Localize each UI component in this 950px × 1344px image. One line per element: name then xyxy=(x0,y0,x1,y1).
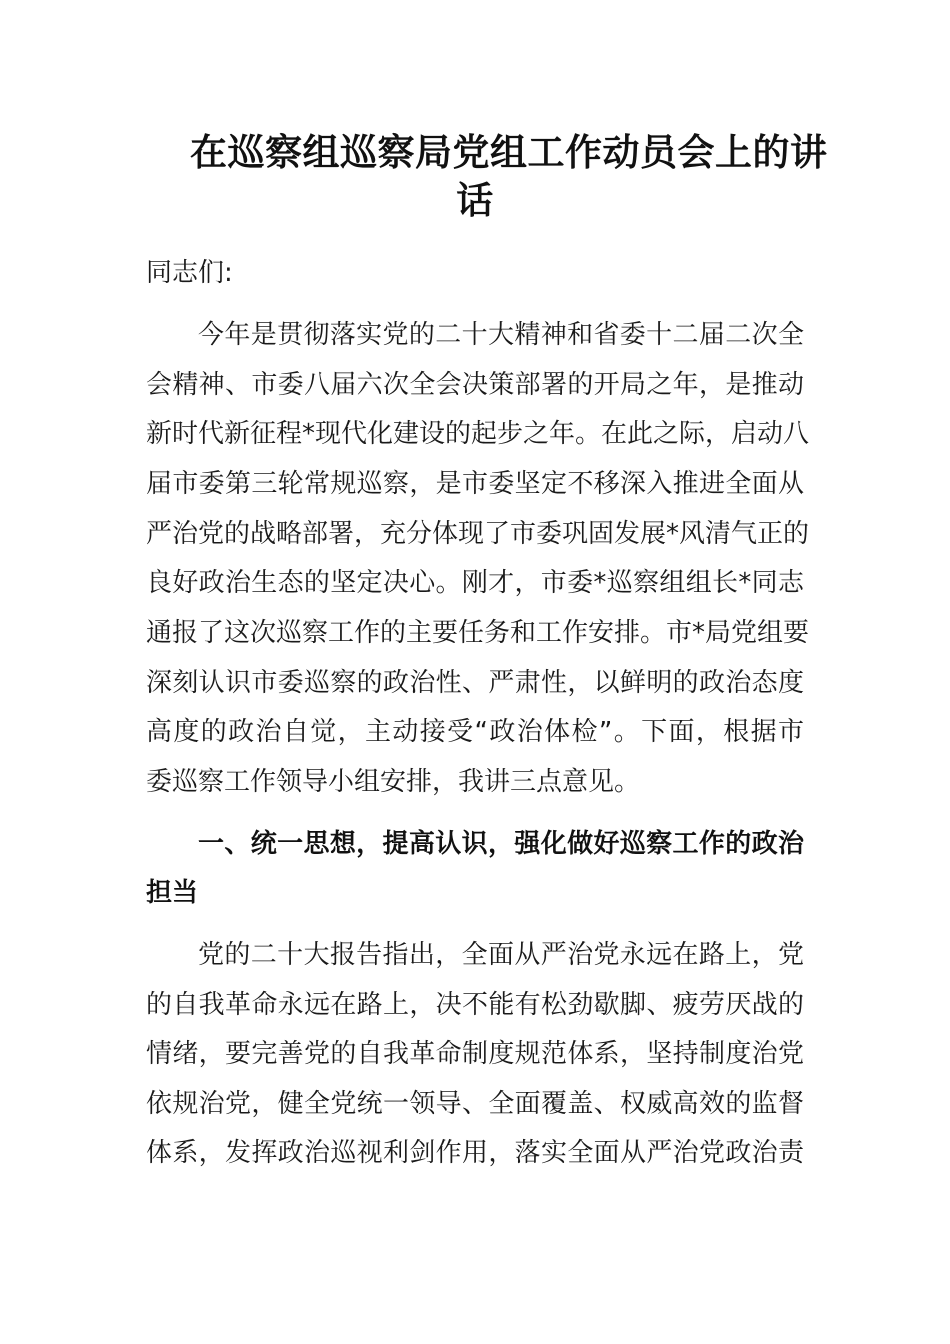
paragraph-1-line: 严治党的战略部署，充分体现了市委巩固发展*风清气正的 xyxy=(146,519,810,549)
document-title-line-2: 话 xyxy=(456,178,494,222)
paragraph-1-line: 新时代新征程*现代化建设的起步之年。在此之际，启动八 xyxy=(146,419,810,449)
paragraph-2-line: 体系，发挥政治巡视利剑作用，落实全面从严治党政治责 xyxy=(146,1138,804,1168)
paragraph-1-line: 委巡察工作领导小组安排，我讲三点意见。 xyxy=(146,767,641,797)
paragraph-1-line: 深刻认识市委巡察的政治性、严肃性，以鲜明的政治态度 xyxy=(146,668,804,698)
paragraph-1-line: 通报了这次巡察工作的主要任务和工作安排。市*局党组要 xyxy=(146,618,810,648)
section-heading-1-line: 担当 xyxy=(146,878,199,908)
paragraph-2-line: 党的二十大报告指出，全面从严治党永远在路上，党 xyxy=(198,940,804,970)
section-heading-1-line: 一、统一思想，提高认识，强化做好巡察工作的政治 xyxy=(198,829,804,859)
paragraph-1-line: 会精神、市委八届六次全会决策部署的开局之年，是推动 xyxy=(146,370,804,400)
paragraph-1-line: 届市委第三轮常规巡察，是市委坚定不移深入推进全面从 xyxy=(146,469,804,499)
salutation: 同志们: xyxy=(146,258,233,288)
paragraph-2-line: 依规治党，健全党统一领导、全面覆盖、权威高效的监督 xyxy=(146,1089,804,1119)
document-title-line-1: 在巡察组巡察局党组工作动员会上的讲 xyxy=(190,130,828,174)
paragraph-2-line: 情绪，要完善党的自我革命制度规范体系，坚持制度治党 xyxy=(146,1039,804,1069)
paragraph-1-line: 高度的政治自觉，主动接受“政治体检”。下面，根据市 xyxy=(146,717,804,747)
paragraph-1-line: 良好政治生态的坚定决心。刚才，市委*巡察组组长*同志 xyxy=(146,568,804,598)
paragraph-1-line: 今年是贯彻落实党的二十大精神和省委十二届二次全 xyxy=(198,320,804,350)
paragraph-2-line: 的自我革命永远在路上，决不能有松劲歇脚、疲劳厌战的 xyxy=(146,990,804,1020)
